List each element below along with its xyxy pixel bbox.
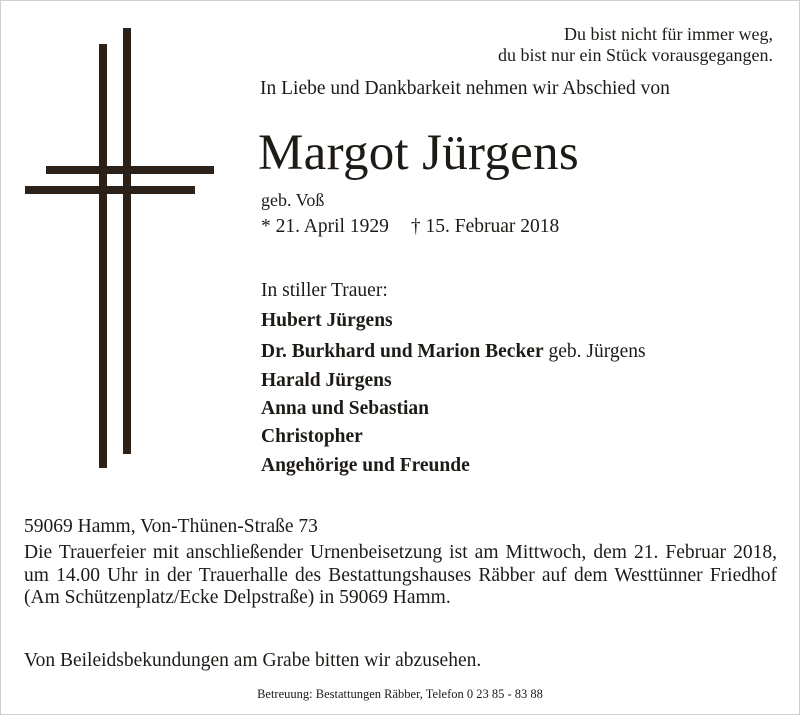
mourner-name <box>261 398 429 420</box>
ceremony-info <box>24 542 777 610</box>
maiden-name: geb. Voß <box>261 190 325 210</box>
mourner-name-text: Angehörige und Freunde <box>261 455 470 476</box>
footer-credit: Betreuung: Bestattungen Räbber, Telefon 0 23 85 - 83 88 <box>257 687 543 701</box>
mourner-name <box>261 310 393 332</box>
mourner-suffix: geb. Jürgens <box>543 341 646 362</box>
mourner-name <box>261 426 363 448</box>
mourner-name-text: Dr. Burkhard und Marion Becker <box>261 341 544 362</box>
mourner-name <box>261 370 392 392</box>
no-condolences-note: Von Beileidsbekundungen am Grabe bitten wir abzusehen. <box>24 650 482 671</box>
intro-text: In Liebe und Dankbarkeit nehmen wir Abschied von <box>260 78 670 99</box>
death-date: † 15. Februar 2018 <box>410 216 560 237</box>
life-dates <box>261 216 559 238</box>
ceremony-text: Die Trauerfeier mit anschließender Urnenbeisetzung ist am Mittwoch, dem 21. Februar 2018, um 14.00 Uhr in der Trauerhalle des Bestattungshauses Räbber auf dem Westtünner Friedhof (Am Schützenplatz/Ecke Delpstraße) in 59069 Hamm. <box>24 542 777 608</box>
mourners-label: In stiller Trauer: <box>261 280 388 301</box>
mourner-name-text: Christopher <box>261 426 363 447</box>
mourner-name-text: Harald Jürgens <box>261 370 392 391</box>
mourner-name <box>261 455 470 477</box>
mourner-name-text: Hubert Jürgens <box>261 310 393 331</box>
address: 59069 Hamm, Von-Thünen-Straße 73 <box>24 516 318 537</box>
birth-date: * 21. April 1929 <box>261 216 389 237</box>
quote-line-2: du bist nur ein Stück vorausgegangen. <box>498 45 773 65</box>
deceased-name: Margot Jürgens <box>258 125 580 181</box>
mourner-name-text: Anna und Sebastian <box>261 398 429 419</box>
quote-line-1: Du bist nicht für immer weg, <box>564 24 773 44</box>
quote <box>498 24 773 66</box>
mourner-name <box>261 341 646 363</box>
